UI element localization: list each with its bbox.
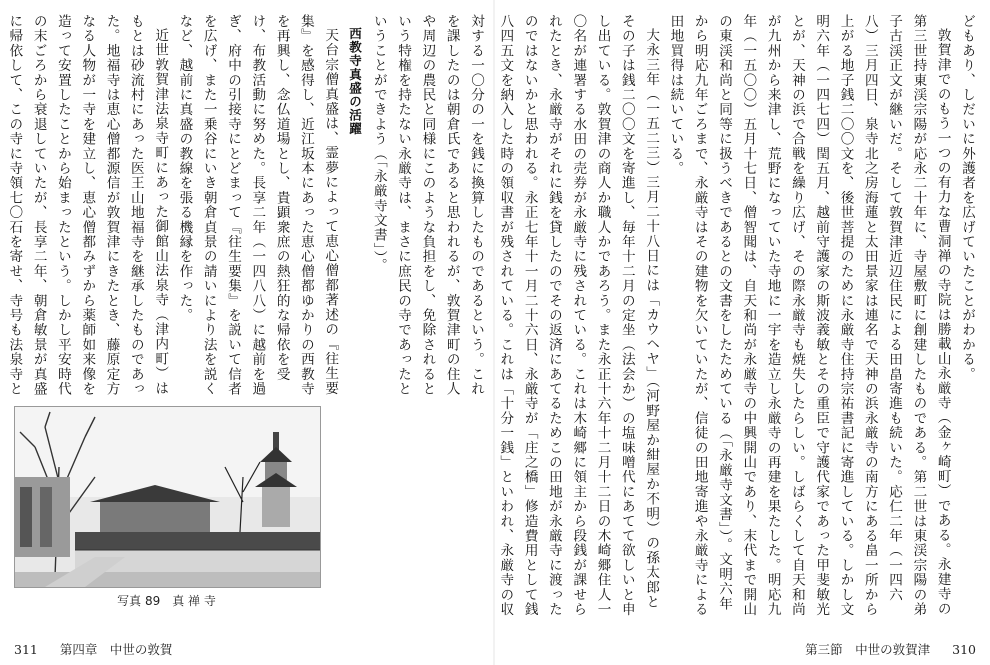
right-page-number: 310 [952, 642, 976, 657]
right-page [495, 0, 990, 665]
chapter-title: 第四章 中世の敦賀 [59, 642, 173, 657]
temple-photo [14, 406, 321, 588]
section-title: 第三節 中世の敦賀津 [805, 642, 931, 657]
left-paragraph-2: 天台宗僧真盛は、霊夢によって恵心僧都著述の『往生要集』を感得し、近江坂本にあった恵心僧都ゆかりの西教寺を再興し、念仏道場とし、貴顕衆庶の熱狂的な帰依を受け、布教活動に努めた。長享二年（一四八八）に越前を過ぎ、府中の引接寺にとどまって『往生要集』を説いて信者を広げ、また一乗谷にいき朝倉貞景の請いにより法を説くなど、越前に真盛の教線を張る機縁を作った。 [176, 14, 339, 397]
left-page-number: 311 [14, 642, 38, 657]
right-footer [805, 640, 976, 658]
photo-caption: 写真 89 真 禅 寺 [117, 594, 216, 608]
right-paragraph-1: どもあり、しだいに外護者を広げていたことがわかる。 [959, 14, 975, 382]
right-paragraph-2: 敦賀津でのもう一つの有力な曹洞禅の寺院は勝載山永厳寺（金ヶ崎町）である。永建寺の第三世持東渓宗陽が応永二十年に、寺屋敷町に創建したものである。第二世は東渓宗陽の弟子古渓正文が継いだ。そして敦賀津近辺住民による田畠寄進も続いた。応仁二年（一四六八）三月四日、泉寺北之房海蓮と太田景家は連名で天神の浜永厳寺の南方にある畠一所から上がる地子銭二〇〇文を、後世菩提のために永厳寺住持宗祐書記に寄進している。しかし文明六年（一四七四）閏五月、越前守護家の斯波義敏とその重臣で守護代家であった甲斐敏光とが、天神の浜で合戦を繰り広げ、その際永厳寺も焼失したらしい。しばらくして自天和尚が九州から来津し、荒野になっていた寺地に一宇を造立し永厳寺の再建を果たした。明応九年（一五〇〇）五月十七日、僧智聞は、自天和尚が永厳寺の中興開山であり、末代まで開山の東渓和尚と同等に扱うべきであるとの文書をしたためている（「永厳寺文書」）。文明六年から明応九年ごろまで、永厳寺はその建物を欠いていたが、信徒の田地寄進や永厳寺による田地買得は続いている。 [667, 14, 951, 617]
right-paragraph-3: 大永三年（一五二三）三月二十八日には「カウヘヤ」（河野屋か紺屋か不明）の孫太郎とその子は銭二〇〇文を寄進し、毎年十二月の定坐（法会か）の塩味噌代にあてて欲しいと申し出ている。敦賀津の商人か職人かであろう。また永正十六年十二月十二日の木崎郷住人一〇名が連署する水田の売券が永厳寺に残されている。これは木崎郷に領主から段銭が課せられたとき、永厳寺がそれに銭を貸したのでその返済にあてるためこの田地が永厳寺に渡ったのではないかと思われる。永正七年十一月二十六日、永厳寺が「庄之橋」修造費用として銭八四五文を納入した時の領収書が残されている。これは「十分一銭」といわれ、永厳寺の収 [497, 14, 660, 617]
left-page-main-text [6, 14, 488, 404]
left-paragraph-1: 対する一〇分の一を銭に換算したものであるという。これを課したのは朝倉氏であると思われるが、敦賀津町の住人や周辺の農民と同様にこのような負担をし、免除されるという特権を持たない永厳寺は、まさに庶民の寺であったということができよう（「永厳寺文書」）。 [370, 14, 484, 397]
left-footer [14, 640, 172, 658]
left-paragraph-3: 近世敦賀津法泉寺町にあった御館山法泉寺（津内町）はもとは砂流村にあった医王山地福寺を継承したものであった。地福寺は恵心僧都源信が敦賀津にきたとき、藤原定方なる人物が一寺を建立し、恵心僧都みずから薬師如来像を造って安置したことから始まったという。しかし平安時代の末ごろから衰退していたが、長享二年、朝倉敏景が真盛に帰依して、この寺に寺領七〇石を寄せ、寺号も法泉寺と [6, 14, 169, 397]
right-page-main-text [497, 14, 979, 617]
section-subheading: 西教寺真盛の活躍 [347, 26, 363, 136]
